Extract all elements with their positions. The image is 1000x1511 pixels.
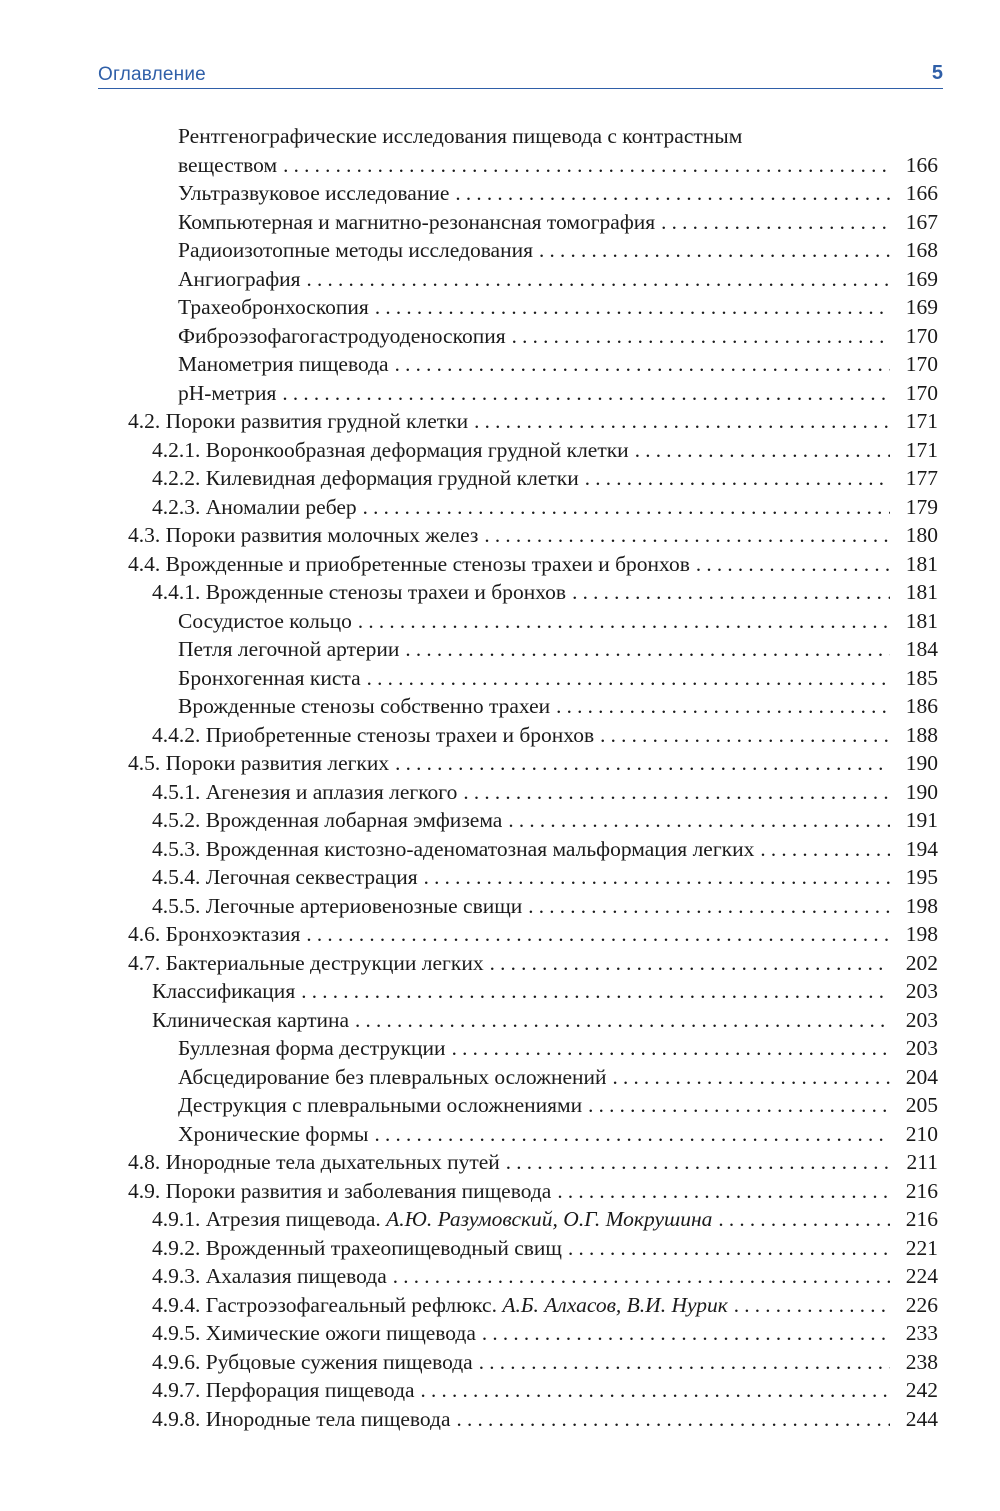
toc-dot-leader bbox=[424, 863, 890, 892]
toc-entry bbox=[0, 578, 1000, 607]
toc-entry-title bbox=[152, 835, 754, 864]
toc-dot-leader bbox=[490, 949, 890, 978]
toc-entry-title-text: 4.6. Бронхоэктазия bbox=[128, 922, 301, 946]
toc-dot-leader bbox=[474, 407, 890, 436]
toc-entry bbox=[0, 493, 1000, 522]
toc-entry bbox=[0, 749, 1000, 778]
toc-dot-leader bbox=[355, 1006, 890, 1035]
running-header bbox=[98, 62, 943, 89]
toc-entry-title bbox=[152, 977, 295, 1006]
toc-entry-title bbox=[152, 1405, 451, 1434]
toc-entry-title-text: рН-метрия bbox=[178, 380, 277, 405]
toc-entry bbox=[0, 1006, 1000, 1035]
toc-entry-title-text: Ультразвуковое исследование bbox=[178, 181, 450, 205]
toc-entry-title bbox=[152, 436, 629, 465]
toc-entry bbox=[0, 1348, 1000, 1377]
toc-entry-title bbox=[152, 1348, 473, 1377]
toc-entry-title-text: 4.5.5. Легочные артериовенозные свищи bbox=[152, 893, 523, 918]
toc-entry-page-number: 238 bbox=[905, 1349, 938, 1374]
toc-entry bbox=[0, 1177, 1000, 1206]
toc-entry-line bbox=[178, 1063, 938, 1092]
toc-entry-page-number: 211 bbox=[906, 1150, 938, 1174]
toc-entry-line bbox=[152, 721, 938, 750]
toc-entry-title bbox=[152, 778, 457, 807]
toc-entry bbox=[0, 464, 1000, 493]
toc-entry-line bbox=[152, 1262, 938, 1291]
toc-entry-line bbox=[152, 578, 938, 607]
toc-entry-title bbox=[178, 293, 369, 322]
toc-entry-page-number: 185 bbox=[905, 665, 938, 690]
toc-entry bbox=[0, 721, 1000, 750]
toc-entry bbox=[0, 436, 1000, 465]
toc-entry-title bbox=[128, 920, 300, 949]
toc-entry-title-text: 4.4.2. Приобретенные стенозы трахеи и бронхов bbox=[152, 722, 595, 747]
toc-dot-leader bbox=[568, 1234, 890, 1263]
toc-entry-title bbox=[152, 892, 522, 921]
toc-dot-leader bbox=[613, 1063, 890, 1092]
toc-entry bbox=[0, 379, 1000, 408]
toc-entry bbox=[0, 607, 1000, 636]
toc-entry bbox=[0, 1319, 1000, 1348]
toc-dot-leader bbox=[358, 607, 890, 636]
toc-dot-leader bbox=[482, 1319, 890, 1348]
toc-entry-title bbox=[178, 607, 352, 636]
toc-entry bbox=[0, 1063, 1000, 1092]
toc-entry-title-text: Классификация bbox=[152, 979, 296, 1003]
toc-entry-title-text: 4.9.6. Рубцовые сужения пищевода bbox=[152, 1349, 473, 1374]
toc-dot-leader bbox=[512, 322, 890, 351]
toc-entry-title-text: Трахеобронхоскопия bbox=[178, 295, 369, 319]
toc-entry-title bbox=[152, 1376, 415, 1405]
toc-dot-leader bbox=[696, 550, 890, 579]
toc-dot-leader bbox=[588, 1091, 890, 1120]
toc-entry-page-number: 191 bbox=[905, 808, 938, 832]
toc-entry-title-text: Абсцедирование без плевральных осложнений bbox=[178, 1064, 607, 1089]
toc-dot-leader bbox=[635, 436, 890, 465]
toc-entry-title bbox=[178, 379, 276, 408]
toc-entry-title bbox=[128, 521, 478, 550]
toc-entry-page-number: 177 bbox=[905, 466, 938, 490]
toc-entry-title bbox=[152, 863, 418, 892]
toc-entry-title bbox=[178, 322, 506, 351]
toc-dot-leader bbox=[734, 1291, 890, 1320]
toc-entry-line bbox=[178, 179, 938, 208]
toc-dot-leader bbox=[455, 179, 890, 208]
toc-entry-line bbox=[178, 208, 938, 237]
toc-entry bbox=[0, 1091, 1000, 1120]
toc-entry-line bbox=[128, 1148, 938, 1177]
toc-dot-leader bbox=[528, 892, 890, 921]
toc-dot-leader bbox=[463, 778, 890, 807]
toc-entry-title-text: Манометрия пищевода bbox=[178, 352, 389, 376]
toc-entry-page-number: 210 bbox=[905, 1121, 938, 1146]
toc-dot-leader bbox=[363, 493, 890, 522]
toc-entry-line bbox=[152, 1319, 938, 1348]
toc-dot-leader bbox=[452, 1034, 890, 1063]
toc-entry bbox=[0, 208, 1000, 237]
toc-entry-title bbox=[178, 1063, 607, 1092]
toc-entry-title bbox=[178, 236, 533, 265]
toc-dot-leader bbox=[539, 236, 890, 265]
toc-dot-leader bbox=[367, 664, 890, 693]
toc-entry-page-number: 203 bbox=[905, 1007, 938, 1032]
toc-entry-title-text: Врожденные стенозы собственно трахеи bbox=[178, 694, 551, 718]
toc-entry-line bbox=[178, 1091, 938, 1120]
toc-entry-page-number: 190 bbox=[905, 779, 938, 804]
toc-entry-page-number: 204 bbox=[905, 1064, 938, 1089]
toc-entry-line bbox=[178, 1120, 938, 1149]
toc-entry-line bbox=[178, 293, 938, 322]
toc-entry-page-number: 226 bbox=[905, 1292, 938, 1317]
toc-entry-page-number: 216 bbox=[905, 1207, 938, 1231]
toc-entry-authors: А.Б. Алхасов, В.И. Нурик bbox=[502, 1292, 728, 1317]
toc-entry-title bbox=[152, 1205, 712, 1234]
toc-entry-page-number: 170 bbox=[905, 323, 938, 348]
toc-dot-leader bbox=[395, 350, 890, 379]
toc-entry-line bbox=[152, 892, 938, 921]
toc-entry-page-number: 171 bbox=[905, 409, 938, 433]
toc-entry bbox=[0, 407, 1000, 436]
toc-entry bbox=[0, 1262, 1000, 1291]
toc-entry-title-text: Сосудистое кольцо bbox=[178, 608, 352, 633]
toc-entry-title bbox=[128, 407, 468, 436]
toc-entry-line bbox=[152, 863, 938, 892]
toc-entry bbox=[0, 1120, 1000, 1149]
toc-entry-title bbox=[178, 664, 361, 693]
toc-entry-title bbox=[178, 1120, 369, 1149]
toc-dot-leader bbox=[301, 977, 890, 1006]
toc-entry-page-number: 168 bbox=[905, 238, 938, 262]
toc-entry-title bbox=[178, 635, 399, 664]
toc-entry-line bbox=[128, 1177, 938, 1206]
toc-entry bbox=[0, 293, 1000, 322]
toc-entry-title bbox=[178, 208, 655, 237]
toc-entry-page-number: 198 bbox=[905, 922, 938, 946]
toc-entry-line bbox=[152, 1205, 938, 1234]
toc-dot-leader bbox=[600, 721, 890, 750]
toc-entry-page-number: 244 bbox=[905, 1406, 938, 1431]
toc-entry-page-number: 205 bbox=[905, 1093, 938, 1117]
toc-entry-line bbox=[152, 1348, 938, 1377]
toc-entry bbox=[0, 122, 1000, 151]
toc-entry-title-text: Хронические формы bbox=[178, 1121, 369, 1146]
toc-entry-title-text: 4.5.2. Врожденная лобарная эмфизема bbox=[152, 808, 503, 832]
toc-entry-page-number: 170 bbox=[905, 352, 938, 376]
toc-entry-title-text: 4.9.8. Инородные тела пищевода bbox=[152, 1406, 451, 1431]
toc-dot-leader bbox=[395, 749, 890, 778]
toc-entry-page-number: 171 bbox=[905, 437, 938, 462]
toc-entry-title-text: 4.9.5. Химические ожоги пищевода bbox=[152, 1321, 476, 1345]
toc-entry-line bbox=[178, 379, 938, 408]
toc-entry-title bbox=[152, 1006, 349, 1035]
toc-entry-page-number: 194 bbox=[905, 836, 938, 861]
toc-entry-title bbox=[152, 493, 357, 522]
toc-entry-line bbox=[178, 236, 938, 265]
toc-entry-title-text: 4.5. Пороки развития легких bbox=[128, 751, 390, 775]
toc-entry-line bbox=[128, 949, 938, 978]
toc-entry-title bbox=[178, 692, 550, 721]
toc-entry-page-number: 190 bbox=[905, 751, 938, 775]
toc-entry-title-text: 4.5.1. Агенезия и аплазия легкого bbox=[152, 779, 458, 804]
toc-entry-title-text: Радиоизотопные методы исследования bbox=[178, 238, 534, 262]
toc-entry-page-number: 195 bbox=[905, 865, 938, 889]
toc-entry-title-text: Буллезная форма деструкции bbox=[178, 1036, 446, 1060]
toc-entry-title bbox=[128, 1148, 500, 1177]
toc-dot-leader bbox=[661, 208, 890, 237]
toc-entry-page-number: 184 bbox=[905, 637, 938, 661]
toc-entry-title bbox=[152, 1319, 476, 1348]
toc-dot-leader bbox=[506, 1148, 890, 1177]
toc-entry bbox=[0, 1376, 1000, 1405]
toc-entry-title bbox=[152, 578, 566, 607]
toc-entry-line bbox=[178, 607, 938, 636]
toc-dot-leader bbox=[557, 1177, 890, 1206]
toc-entry bbox=[0, 977, 1000, 1006]
toc-dot-leader bbox=[479, 1348, 890, 1377]
toc-entry bbox=[0, 949, 1000, 978]
toc-entry-title bbox=[128, 749, 389, 778]
toc-entry-title bbox=[178, 265, 301, 294]
toc-entry-line bbox=[152, 1006, 938, 1035]
toc-dot-leader bbox=[375, 293, 890, 322]
toc-entry-title bbox=[178, 1034, 446, 1063]
toc-entry-line bbox=[178, 664, 938, 693]
toc-dot-leader bbox=[760, 835, 890, 864]
toc-entry-title-text: Деструкция с плевральными осложнениями bbox=[178, 1093, 583, 1117]
toc-entry bbox=[0, 1291, 1000, 1320]
toc-dot-leader bbox=[375, 1120, 891, 1149]
toc-entry-page-number: 167 bbox=[905, 209, 938, 234]
toc-entry-title-text: Компьютерная и магнитно-резонансная томография bbox=[178, 209, 656, 234]
toc-entry bbox=[0, 892, 1000, 921]
toc-entry-line bbox=[152, 1234, 938, 1263]
toc-dot-leader bbox=[508, 806, 890, 835]
toc-dot-leader bbox=[306, 920, 890, 949]
toc-entry-line bbox=[128, 749, 938, 778]
toc-entry-title-text: 4.7. Бактериальные деструкции легких bbox=[128, 950, 484, 975]
toc-dot-leader bbox=[718, 1205, 890, 1234]
toc-dot-leader bbox=[457, 1405, 890, 1434]
toc-dot-leader bbox=[283, 151, 890, 180]
toc-entry-line bbox=[128, 521, 938, 550]
toc-entry-line bbox=[178, 265, 938, 294]
toc-entry-page-number: 198 bbox=[905, 893, 938, 918]
toc-entry-page-number: 181 bbox=[905, 608, 938, 633]
toc-entry-line bbox=[178, 692, 938, 721]
toc-entry-title-text: 4.3. Пороки развития молочных желез bbox=[128, 523, 479, 547]
toc-entry bbox=[0, 635, 1000, 664]
toc-entry bbox=[0, 920, 1000, 949]
toc-entry-title bbox=[178, 1091, 582, 1120]
toc-entry-title bbox=[178, 350, 389, 379]
toc-entry-title-text: 4.9.3. Ахалазия пищевода bbox=[152, 1264, 387, 1288]
toc-entry-page-number: 180 bbox=[905, 523, 938, 547]
toc-entry-title bbox=[178, 151, 277, 180]
toc-entry-title-text: 4.5.3. Врожденная кистозно-аденоматозная мальформация легких bbox=[152, 836, 755, 861]
toc-dot-leader bbox=[556, 692, 890, 721]
toc-entry-line bbox=[128, 920, 938, 949]
toc-entry-title bbox=[128, 1177, 551, 1206]
toc-entry-page-number: 224 bbox=[905, 1264, 938, 1288]
toc-dot-leader bbox=[393, 1262, 890, 1291]
toc-entry-page-number: 169 bbox=[905, 295, 938, 319]
toc-entry-page-number: 181 bbox=[905, 580, 938, 604]
toc-entry-title-text: 4.4. Врожденные и приобретенные стенозы трахеи и бронхов bbox=[128, 551, 690, 576]
toc-entry-title bbox=[152, 464, 579, 493]
toc-entry-page-number: 186 bbox=[905, 694, 938, 718]
toc-dot-leader bbox=[405, 635, 890, 664]
toc-entry-title-text: 4.2.2. Килевидная деформация грудной клетки bbox=[152, 466, 579, 490]
toc-entry bbox=[0, 350, 1000, 379]
toc-entry bbox=[0, 151, 1000, 180]
toc-entry-title-text: 4.5.4. Легочная секвестрация bbox=[152, 865, 418, 889]
header-page-number: 5 bbox=[931, 62, 943, 84]
toc-dot-leader bbox=[572, 578, 890, 607]
toc-entry-page-number: 203 bbox=[905, 979, 938, 1003]
toc-entry-title-text: Рентгенографические исследования пищевода с контрастным bbox=[178, 124, 743, 148]
toc-entry-line bbox=[152, 1376, 938, 1405]
toc-entry-title bbox=[152, 721, 594, 750]
toc-dot-leader bbox=[307, 265, 890, 294]
toc-entry bbox=[0, 863, 1000, 892]
toc-entry-page-number: 216 bbox=[905, 1178, 938, 1203]
toc-entry bbox=[0, 265, 1000, 294]
toc-entry-page-number: 179 bbox=[905, 494, 938, 519]
toc-dot-leader bbox=[484, 521, 890, 550]
toc-entry bbox=[0, 322, 1000, 351]
toc-dot-leader bbox=[282, 379, 890, 408]
toc-entry bbox=[0, 778, 1000, 807]
toc-entry-title bbox=[178, 179, 449, 208]
toc-entry-page-number: 202 bbox=[905, 950, 938, 975]
toc-entry-title bbox=[128, 949, 484, 978]
toc-entry-title-text: Петля легочной артерии bbox=[178, 637, 400, 661]
toc-entry bbox=[0, 806, 1000, 835]
toc-dot-leader bbox=[421, 1376, 890, 1405]
toc-entry-title-text: 4.9.2. Врожденный трахеопищеводный свищ bbox=[152, 1235, 562, 1260]
toc-entry-title-text: 4.4.1. Врожденные стенозы трахеи и бронхов bbox=[152, 580, 567, 604]
toc-entry-page-number: 169 bbox=[905, 266, 938, 291]
toc-entry-title-text: веществом bbox=[178, 152, 278, 177]
toc-entry-title-text: 4.2.1. Воронкообразная деформация грудной клетки bbox=[152, 437, 629, 462]
toc-entry bbox=[0, 1405, 1000, 1434]
toc-entry-line bbox=[178, 350, 938, 379]
toc-entry-line bbox=[128, 550, 938, 579]
toc-entry-line bbox=[152, 436, 938, 465]
toc-entry-line bbox=[152, 1291, 938, 1320]
toc-entry-page-number: 221 bbox=[905, 1235, 938, 1260]
toc-entry-title-text: 4.9.4. Гастроэзофагеальный рефлюкс. bbox=[152, 1292, 497, 1317]
toc-entry bbox=[0, 1034, 1000, 1063]
toc-entry-line bbox=[178, 1034, 938, 1063]
toc-entry-authors: А.Ю. Разумовский, О.Г. Мокрушина bbox=[386, 1207, 713, 1231]
toc-entry bbox=[0, 179, 1000, 208]
toc-entry-page-number: 233 bbox=[905, 1321, 938, 1345]
toc-entry bbox=[0, 664, 1000, 693]
toc-entry-title bbox=[152, 1262, 387, 1291]
toc-entry-title-text: 4.2.3. Аномалии ребер bbox=[152, 494, 357, 519]
toc-entry-page-number: 181 bbox=[905, 551, 938, 576]
toc-entry-title bbox=[152, 1291, 728, 1320]
toc-entry-line bbox=[152, 778, 938, 807]
toc-entry-line bbox=[178, 322, 938, 351]
toc-entry-line bbox=[128, 407, 938, 436]
toc-entry-title-text: Бронхогенная киста bbox=[178, 665, 361, 690]
toc-dot-leader bbox=[585, 464, 890, 493]
header-title: Оглавление bbox=[98, 64, 206, 85]
toc-entry-page-number: 170 bbox=[905, 380, 938, 405]
toc-entry-title bbox=[152, 806, 502, 835]
toc-entry-line bbox=[178, 122, 742, 151]
toc-entry bbox=[0, 692, 1000, 721]
toc-entry bbox=[0, 1205, 1000, 1234]
toc-entry-line bbox=[152, 835, 938, 864]
toc-entry-title-text: 4.9.7. Перфорация пищевода bbox=[152, 1378, 415, 1402]
toc-entry-title-text: 4.9.1. Атрезия пищевода. bbox=[152, 1207, 381, 1231]
toc-entry-title-text: 4.2. Пороки развития грудной клетки bbox=[128, 409, 469, 433]
toc-entry-page-number: 188 bbox=[905, 722, 938, 747]
toc-entry-title-text: Фиброэзофагогастродуоденоскопия bbox=[178, 323, 506, 348]
toc-entry-line bbox=[178, 635, 938, 664]
toc-entry-page-number: 242 bbox=[905, 1378, 938, 1402]
toc-entry bbox=[0, 835, 1000, 864]
toc-entry bbox=[0, 521, 1000, 550]
toc-entry-title bbox=[178, 122, 742, 151]
toc-entry-line bbox=[152, 1405, 938, 1434]
toc-entry bbox=[0, 236, 1000, 265]
table-of-contents bbox=[0, 122, 1000, 1433]
toc-entry-line bbox=[152, 493, 938, 522]
toc-entry-line bbox=[152, 464, 938, 493]
toc-entry-page-number: 203 bbox=[905, 1036, 938, 1060]
toc-entry-page-number: 166 bbox=[905, 181, 938, 205]
toc-entry bbox=[0, 1234, 1000, 1263]
toc-entry-title bbox=[152, 1234, 562, 1263]
toc-entry-title-text: Ангиография bbox=[178, 266, 301, 291]
toc-entry-title bbox=[128, 550, 690, 579]
toc-entry-title-text: 4.9. Пороки развития и заболевания пищевода bbox=[128, 1178, 552, 1203]
toc-entry-title-text: Клиническая картина bbox=[152, 1007, 350, 1032]
toc-entry-page-number: 166 bbox=[905, 152, 938, 177]
toc-entry-line bbox=[152, 806, 938, 835]
toc-entry-line bbox=[152, 977, 938, 1006]
toc-entry bbox=[0, 1148, 1000, 1177]
toc-entry-title-text: 4.8. Инородные тела дыхательных путей bbox=[128, 1150, 500, 1174]
toc-entry bbox=[0, 550, 1000, 579]
toc-entry-line bbox=[178, 151, 938, 180]
